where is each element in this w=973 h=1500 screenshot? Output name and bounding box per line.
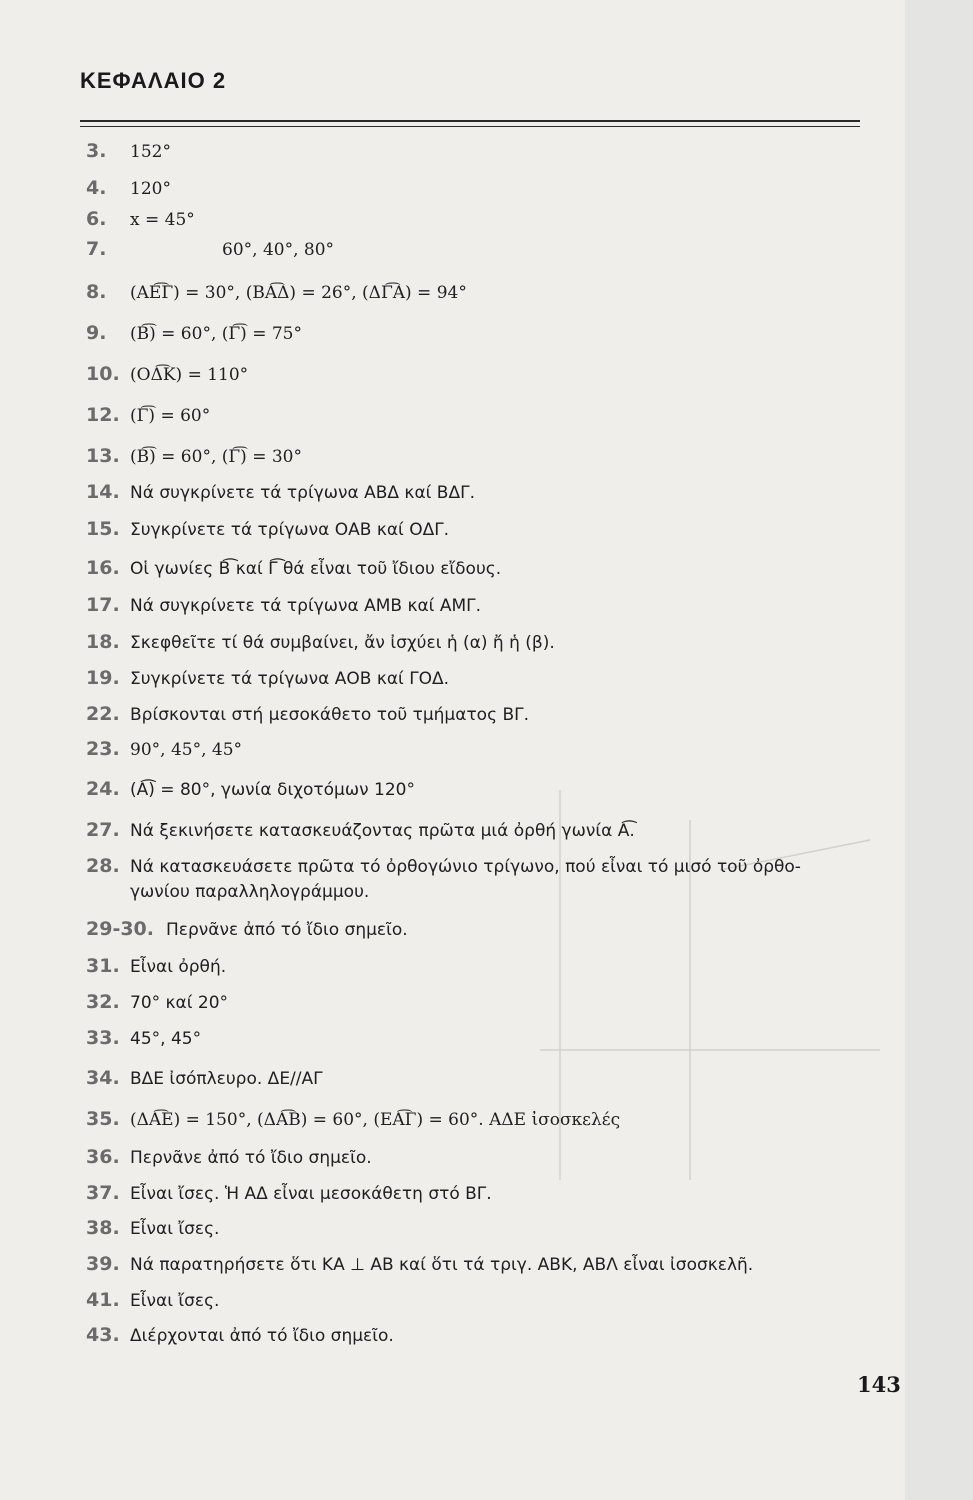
answer-continuation: γωνίου παραλληλογράμμου.: [130, 882, 370, 902]
answer-text: Εἶναι ἴσες.: [130, 1219, 220, 1239]
answer-item: [86, 1182, 492, 1204]
answer-text: Σκεφθεῖτε τί θά συμβαίνει, ἄν ἰσχύει ἡ (α) ἤ ἡ (β).: [130, 633, 555, 653]
answer-item: [86, 1108, 620, 1130]
answer-number: 7.: [86, 238, 107, 260]
answer-item: [86, 363, 248, 385]
chapter-heading: ΚΕΦΑΛΑΙΟ 2: [80, 68, 227, 93]
answer-item: [86, 738, 242, 760]
answer-number: 22.: [86, 703, 120, 725]
answer-item: [86, 667, 449, 689]
answer-number: 33.: [86, 1027, 120, 1049]
answer-text: Συγκρίνετε τά τρίγωνα ΟΑΒ καί ΟΔΓ.: [130, 520, 450, 540]
answer-text: Νά ξεκινήσετε κατασκευάζοντας πρῶτα μιά ὀρθή γωνία Α͡.: [130, 821, 635, 841]
answer-number: 9.: [86, 322, 107, 344]
answer-item: [86, 481, 475, 503]
answer-item: [86, 1217, 219, 1239]
answer-item: [86, 281, 467, 303]
answer-item: [86, 445, 302, 467]
answer-text: (Β͡) = 60°, (Γ͡) = 30°: [130, 447, 302, 467]
answer-text: Εἶναι ὀρθή.: [130, 957, 227, 977]
answer-number: 14.: [86, 481, 120, 503]
answer-item: [86, 140, 171, 162]
answer-item: [86, 177, 171, 199]
header-rule-thin: [80, 126, 860, 127]
answer-item: [86, 855, 801, 877]
answer-text: Βρίσκονται στή μεσοκάθετο τοῦ τμήματος ΒΓ.: [130, 705, 529, 725]
answer-number: 15.: [86, 518, 120, 540]
answer-number: 24.: [86, 778, 120, 800]
answer-number: 8.: [86, 281, 107, 303]
answer-number: 38.: [86, 1217, 120, 1239]
answer-item: [86, 238, 334, 260]
answer-number: 6.: [86, 208, 107, 230]
answer-number: 3.: [86, 140, 107, 162]
answer-number: 35.: [86, 1108, 120, 1130]
answer-text: x = 45°: [130, 210, 195, 230]
answer-text: 120°: [130, 179, 171, 199]
answer-text: Περνᾶνε ἀπό τό ἴδιο σημεῖο.: [130, 1148, 372, 1168]
answer-number: 28.: [86, 855, 120, 877]
answer-text: Νά συγκρίνετε τά τρίγωνα ΑΜΒ καί ΑΜΓ.: [130, 596, 482, 616]
answer-number: 41.: [86, 1289, 120, 1311]
answer-text: Συγκρίνετε τά τρίγωνα ΑΟΒ καί ΓΟΔ.: [130, 669, 450, 689]
answer-text: ΒΔΕ ἰσόπλευρο. ΔΕ//ΑΓ: [130, 1069, 323, 1089]
answer-number: 31.: [86, 955, 120, 977]
answer-item: [86, 1027, 201, 1049]
answer-number: 18.: [86, 631, 120, 653]
answer-number: 29-30.: [86, 918, 154, 940]
answer-text: Οἱ γωνίες Β͡ καί Γ͡ θά εἶναι τοῦ ἴδιου εἴδους.: [130, 559, 502, 579]
answer-number: 39.: [86, 1253, 120, 1275]
answer-text: Νά κατασκευάσετε πρῶτα τό ὀρθογώνιο τρίγωνο, πού εἶναι τό μισό τοῦ ὀρθο-: [130, 857, 801, 877]
answer-text: Νά παρατηρήσετε ὅτι ΚΑ ⊥ ΑΒ καί ὅτι τά τριγ. ΑΒΚ, ΑΒΛ εἶναι ἰσοσκελῆ.: [130, 1255, 754, 1275]
answer-number: 32.: [86, 991, 120, 1013]
answer-text: 60°, 40°, 80°: [222, 240, 335, 260]
header-rule: [80, 120, 860, 122]
answer-item: [86, 631, 555, 653]
answer-item: [86, 518, 449, 540]
answer-item: [86, 208, 195, 230]
page-number: 143: [857, 1372, 901, 1397]
answer-item: [86, 819, 635, 841]
answer-item: [86, 1289, 219, 1311]
answer-item: [86, 1324, 394, 1346]
answer-item: [86, 955, 226, 977]
answer-number: 17.: [86, 594, 120, 616]
answer-text: Εἶναι ἴσες. Ἡ ΑΔ εἶναι μεσοκάθετη στό ΒΓ.: [130, 1184, 492, 1204]
answer-item: [86, 322, 302, 344]
answer-item: [86, 557, 501, 579]
answer-text: 152°: [130, 142, 171, 162]
answer-number: 19.: [86, 667, 120, 689]
answer-text: (Α͡) = 80°, γωνία διχοτόμων 120°: [130, 780, 415, 800]
page-edge-shadow: [905, 0, 973, 1500]
answer-item: [86, 1067, 323, 1089]
answer-number: 16.: [86, 557, 120, 579]
answer-number: 36.: [86, 1146, 120, 1168]
answer-number: 12.: [86, 404, 120, 426]
answer-text: (ΟΔ͡Κ) = 110°: [130, 365, 249, 385]
answer-text: (Γ͡) = 60°: [130, 406, 211, 426]
answer-item: [86, 991, 228, 1013]
answer-text: 70° καί 20°: [130, 993, 229, 1013]
answer-text: (ΑΕ͡Γ) = 30°, (ΒΑ͡Δ) = 26°, (ΔΓ͡Α) = 94°: [130, 283, 467, 303]
answer-item: [86, 404, 210, 426]
answer-text: (Β͡) = 60°, (Γ͡) = 75°: [130, 324, 302, 344]
answer-item: [86, 594, 481, 616]
answer-number: 10.: [86, 363, 120, 385]
answer-item: [86, 918, 408, 940]
answer-number: 34.: [86, 1067, 120, 1089]
answer-number: 43.: [86, 1324, 120, 1346]
answer-item: [86, 703, 529, 725]
answer-text: 90°, 45°, 45°: [130, 740, 243, 760]
answer-text: 45°, 45°: [130, 1029, 202, 1049]
answer-number: 27.: [86, 819, 120, 841]
bleed-through-decoration: [540, 780, 900, 1200]
answer-text: Εἶναι ἴσες.: [130, 1291, 220, 1311]
answer-text: (ΔΑ͡Ε) = 150°, (ΔΑ͡Β) = 60°, (ΕΑ͡Γ) = 60°. ΑΔΕ ἰσοσκελές: [130, 1110, 621, 1130]
answer-item: [86, 1146, 372, 1168]
answer-number: 4.: [86, 177, 107, 199]
answer-item: [86, 1253, 753, 1275]
answer-text: Νά συγκρίνετε τά τρίγωνα ΑΒΔ καί ΒΔΓ.: [130, 483, 475, 503]
answer-number: 23.: [86, 738, 120, 760]
answer-text: Περνᾶνε ἀπό τό ἴδιο σημεῖο.: [166, 920, 408, 940]
answer-text: Διέρχονται ἀπό τό ἴδιο σημεῖο.: [130, 1326, 394, 1346]
answer-item: [86, 778, 415, 800]
answer-number: 37.: [86, 1182, 120, 1204]
answer-number: 13.: [86, 445, 120, 467]
